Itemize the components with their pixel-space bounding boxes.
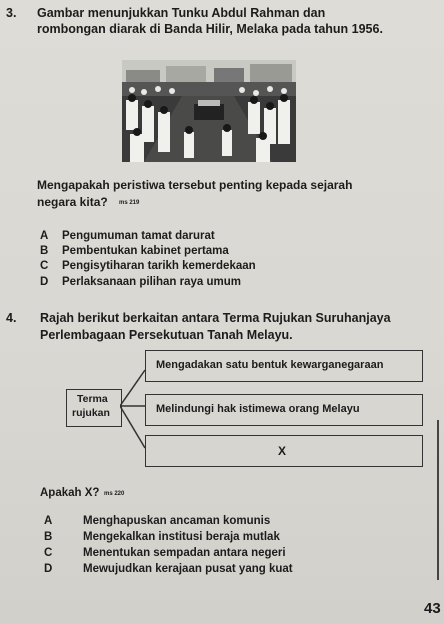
q4-option-b-letter: B <box>44 531 53 543</box>
q3-option-d-letter: D <box>40 276 49 288</box>
q3-stem-line2: rombongan diarak di Banda Hilir, Melaka pada tahun 1956. <box>37 22 383 36</box>
q3-option-d-text[interactable]: Perlaksanaan pilihan raya umum <box>62 276 241 288</box>
parade-photo <box>122 60 296 162</box>
q3-option-c-text[interactable]: Pengisytiharan tarikh kemerdekaan <box>62 260 256 272</box>
terms-left-label-line1: Terma <box>77 393 108 405</box>
q3-option-a-letter: A <box>40 230 49 242</box>
q4-stem-line1: Rajah berikut berkaitan antara Terma Rujukan Suruhanjaya <box>40 311 391 325</box>
terms-box-2-text: Melindungi hak istimewa orang Melayu <box>156 403 360 415</box>
q4-stem-line2: Perlembagaan Persekutuan Tanah Melayu. <box>40 328 293 342</box>
q4-option-d-letter: D <box>44 563 53 575</box>
q4-option-a-text[interactable]: Menghapuskan ancaman komunis <box>83 515 271 527</box>
terms-box-3 <box>145 435 423 467</box>
q4-option-a-letter: A <box>44 515 53 527</box>
q4-number: 4. <box>6 311 17 325</box>
q3-option-b-text[interactable]: Pembentukan kabinet pertama <box>62 245 229 257</box>
q4-option-c-letter: C <box>44 547 53 559</box>
q3-option-c-letter: C <box>40 260 49 272</box>
terms-box-2 <box>145 394 423 426</box>
q4-page-ref: ms 220 <box>104 491 125 497</box>
q4-option-b-text[interactable]: Mengekalkan institusi beraja mutlak <box>83 531 280 543</box>
page-number: 43 <box>424 600 441 617</box>
q3-stem-line1: Gambar menunjukkan Tunku Abdul Rahman dan <box>37 6 326 20</box>
terms-box-1 <box>145 350 423 382</box>
page-edge-line <box>437 420 439 580</box>
q3-question-line1: Mengapakah peristiwa tersebut penting kepada sejarah <box>37 178 353 192</box>
q3-question-line2: negara kita? <box>37 195 108 209</box>
terms-box-1-text: Mengadakan satu bentuk kewarganegaraan <box>156 359 384 371</box>
parade-photo-image <box>122 60 296 162</box>
q4-option-d-text[interactable]: Mewujudkan kerajaan pusat yang kuat <box>83 563 293 575</box>
terms-box-3-text: X <box>278 444 287 458</box>
q4-option-c-text[interactable]: Menentukan sempadan antara negeri <box>83 547 286 559</box>
terms-left-box <box>66 389 122 427</box>
terms-left-label-line2: rujukan <box>72 407 110 419</box>
q3-option-a-text[interactable]: Pengumuman tamat darurat <box>62 230 215 242</box>
q3-option-b-letter: B <box>40 245 49 257</box>
q4-question: Apakah X? <box>40 487 100 499</box>
q3-page-ref: ms 219 <box>119 200 140 206</box>
q3-number: 3. <box>6 6 17 20</box>
